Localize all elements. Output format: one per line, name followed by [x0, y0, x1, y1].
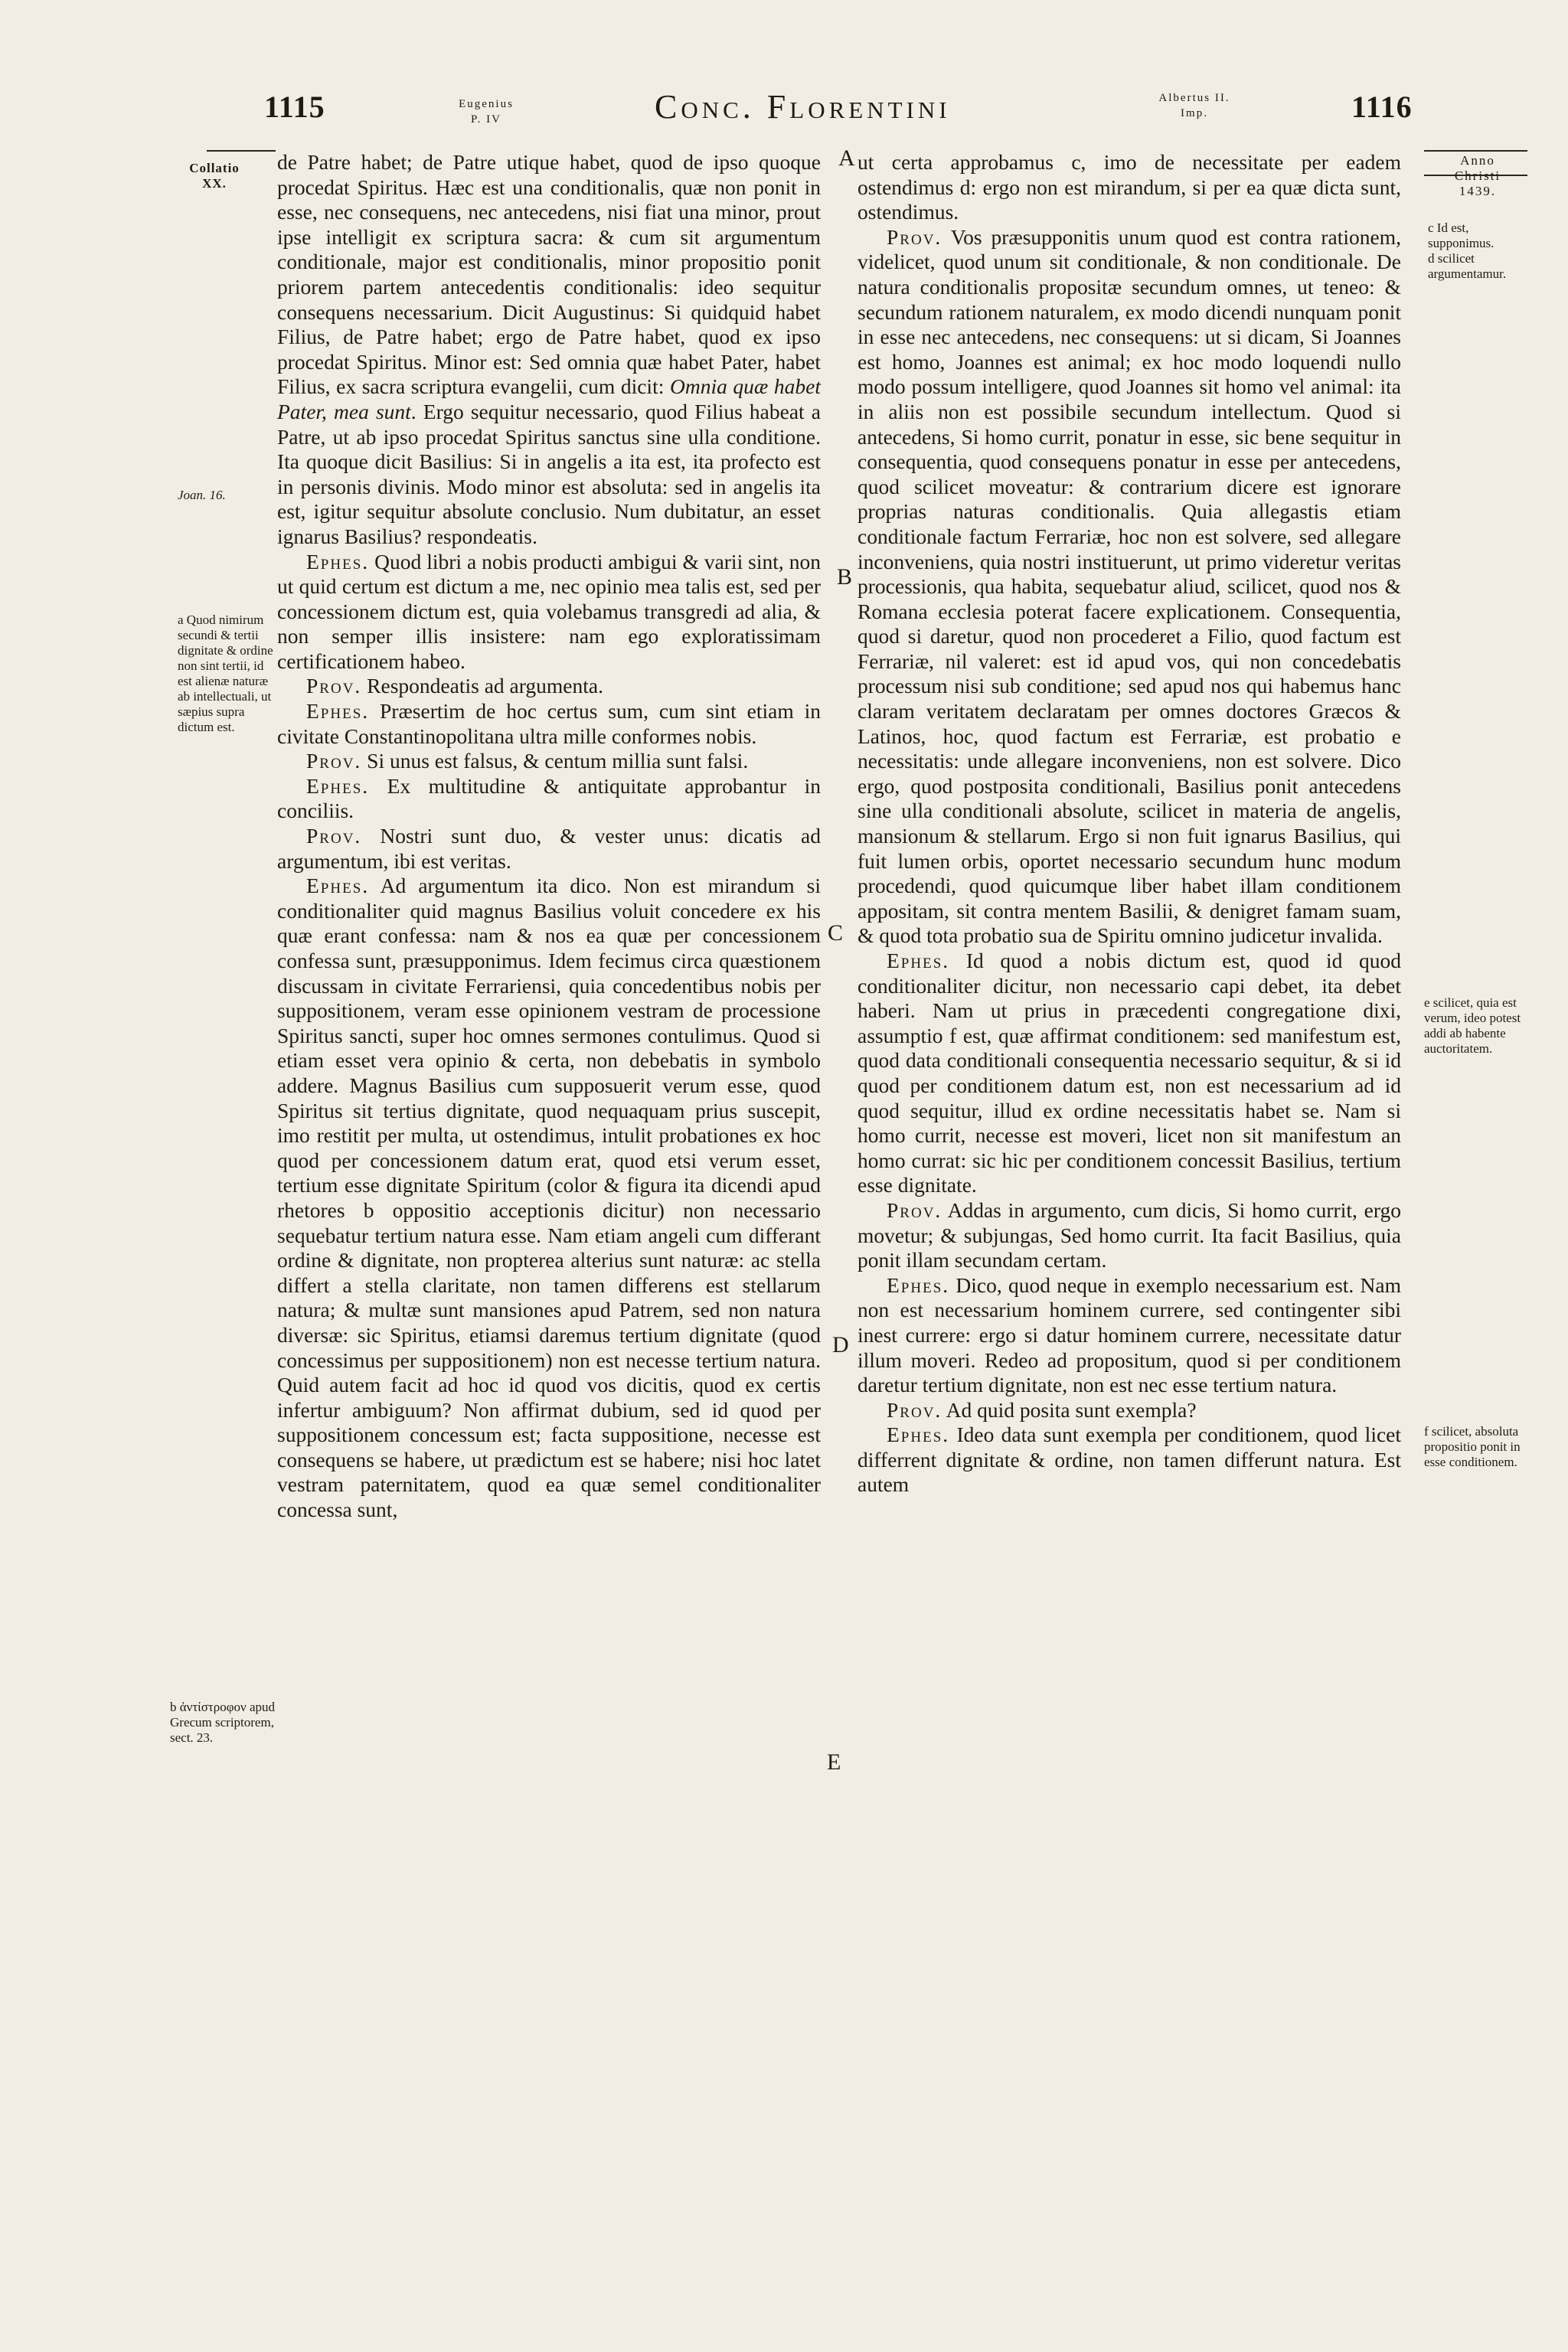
paragraph: Prov. Vos præsupponitis unum quod est contra rationem, videlicet, quod unum sit conditionale, & non conditionale. De natura conditionalis propositæ secundum omnes, ut teneo: & secundum rationem naturalem, ex modo dicendi nunquam ponit in esse nec antecedens, nec consequens: ut si dicam, Si Joannes est homo, Joannes est animal; ex hoc modo loquendi nullo modo possum intelligere, quod Joannes sit homo vel animal: ita in aliis non est possibile secundum intellectum. Quod si antecedens, Si homo currit, ponatur in esse, sic bene sequitur in consequentia, quod consequens ponatur in esse per antecedens, quod scilicet moveatur: & contrarium dicere est ignorare proprias naturas conditionalis. Quia allegastis etiam conditionale factum Ferrariæ, hoc non est solvere, sed allegare inconveniens, quia nostri instituerunt, ut primo videretur veritas processionis, qua habita, sequebatur aliud, scilicet, quod nos & Romana ecclesia poterat facere explicationem. Consequentia, quod si daretur, quod non procederet a Filio, quod factum est Ferrariæ, nil valeret: est id apud vos, qui non concedebatis processum nisi sub conditione; sed apud nos qui habemus hanc claram veritatem declaratam per omnes doctores Græcos & Latinos, hoc, quod factum est Ferrariæ, est probatio e necessitatis: unde allegare inconveniens, non est solvere. Dico ergo, quod postposita conditionali, Basilius ponit antecedens sine ulla conditionali absolute, scilicet in materia de angelis, mansionum & stellarum. Ergo si non fuit ignarus Basilius, qui fuit lumen orbis, oportet necessario secundum hunc modum procedendi, quod quicumque liber habet illam conditionem appositam, sit contra mentem Basilii, & denigret famam suam, & quod tota probatio sua de Spiritu omnino judicetur invalida. [858, 224, 1401, 948]
speaker: Prov. [887, 1197, 942, 1222]
paragraph: Prov. Si unus est falsus, & centum millia sunt falsi. [306, 749, 749, 773]
page-number-right: 1116 [1351, 90, 1413, 124]
margin-rule-right-top [1424, 150, 1527, 152]
paragraph: Ephes. Quod libri a nobis producti ambigui & varii sint, non ut quid certum est dictum a me, nec opinio mea talis est, sed per concessionem dictum est, quia volebamus transgredi ad alia, & non semper illis insistere: nam ego exploratissimam certificationem habeo. [277, 549, 822, 673]
speaker: Ephes. [887, 949, 950, 972]
margin-rule-left [207, 150, 276, 152]
section-letter-a: A [838, 145, 855, 171]
paragraph: Prov. Respondeatis ad argumenta. [306, 674, 603, 698]
speaker: Ephes. [306, 874, 370, 898]
speaker: Ephes. [306, 773, 370, 798]
section-letter-e: E [827, 1749, 841, 1775]
paragraph: Ephes. Ex multitudine & antiquitate approbantur in conciliis. [277, 773, 821, 823]
speaker: Prov. [887, 224, 942, 249]
paragraph: de Patre habet; de Patre utique habet, quod de ipso quoque procedat Spiritus. Hæc est una conditionalis, quæ non ponit in esse, nec consequens, nec antecedens, nisi fiat una minor, prout ipse intelligit ex scriptura sacra: & cum sit argumentum conditionale, major est conditionalis, minor propositio ponit priorem partem antecedentis conditionalis: ideo sequitur consequens necessarium. Dicit Augustinus: Si quidquid habet Filius, de Patre habet; ergo de Patre habet, quod ex ipso procedat Spiritus. Minor est: Sed omnia quæ habet Pater, habet Filius, ex sacra scriptura evangelii, cum dicit: Omnia quæ habet Pater, mea sunt. Ergo sequitur necessario, quod Filius habeat a Patre, ut ab ipso procedat Spiritus sanctus sine ulla conditione. Ita quoque dicit Basilius: Si in angelis a ita est, ita profecto est in personis divinis. Modo minor est absoluta: sed in angelis ita est, igitur sequitur absolute conclusio. Num dubitatur, an esset ignarus Basilius? respondeatis. [277, 150, 821, 548]
section-letter-b: B [837, 564, 853, 590]
paragraph: Prov. Ad quid posita sunt exempla? [887, 1397, 1197, 1422]
page-header [0, 83, 1568, 144]
margin-note-c: c Id est, supponimus. d scilicet argumentamur. [1428, 220, 1507, 281]
speaker: Ephes. [887, 1272, 950, 1297]
speaker: Prov. [306, 674, 362, 698]
margin-anno-christi: Anno Christi 1439. [1454, 153, 1501, 198]
speaker: Ephes. [306, 549, 370, 573]
right-column [858, 150, 1401, 1498]
paragraph: Ephes. Ad argumentum ita dico. Non est mirandum si conditionaliter quid magnus Basilius voluit concedere ex his quæ erant confessa: nam & nos ea quæ per concessionem confessa sunt, præsupponimus. Idem fecimus circa quæstionem discussam in civitate Ferrariensi, quia concedentibus nobis per suppositionem, veram esse opinionem vestram de processione Spiritus sancti, super hoc omnes sermones contulimus. Quod si etiam esset vera opinio & certa, non debebatis in symbolo addere. Magnus Basilius cum supposuerit verum esse, quod Spiritus sit tertius dignitate, quod nequaquam prius suscepit, imo restitit per multa, ut ostendimus, intulit probationes ex hoc quod per concessionem datum erat, quod etsi verum esset, tertium esse dignitate Spiritum (color & figura ita dicendi apud rhetores b oppositio acceptionis dicitur) non necessario sequebatur tertium natura esse. Nam etiam angeli cum differant ordine & dignitate, non propterea alterius sunt naturæ: ac stella differt a stella claritate, non tamen differens est stellarum natura; & multæ sunt mansiones apud Patrem, sed non natura diversæ: sic Spiritus, etiamsi daremus tertium dignitate (quod concessimus per suppositionem) non est necesse tertium natura. Quid autem facit ad hoc id quod vos dicitis, quod ex certis infertur ambiguum? Non affirmat dubium, sed id quod per suppositionem concessum est; facta suppositione, necesse est consequens se habere, ut prædictum est se habere; nisi hoc latet vestram paternitatem, quod ea quæ semel conditionaliter concessa sunt, [277, 874, 821, 1522]
margin-note-a: a Quod nimirum secundi & tertii dignitate & ordine non sint tertii, id est alienæ naturæ ab intellectuali, ut sæpius supra dictum est. [178, 612, 273, 734]
running-head-pope: Eugenius P. IV [459, 98, 514, 126]
speaker: Ephes. [306, 699, 370, 724]
running-head-emperor: Albertus II. Imp. [1158, 92, 1230, 119]
section-letter-c: C [828, 920, 844, 946]
scripture-quote: Omnia quæ habet Pater, mea sunt [277, 374, 821, 423]
section-letter-d: D [832, 1332, 849, 1357]
speaker: Prov. [306, 749, 362, 773]
speaker: Prov. [887, 1397, 942, 1422]
paragraph: Ephes. Id quod a nobis dictum est, quod id quod conditionaliter dicitur, non necessario capi debet, ita debet haberi. Nam ut prius in præcedenti congregatione dixi, assumptio f est, quæ affirmat conditionem: sed manifestum est, quod data conditionali consequentia necessario sequitur, & si id quod per conditionem datum est, non est necessarium ad id quod sequitur, illud ex ordine necessitatis habet se. Nam si homo currit, necesse est moveri, licet non sit manifestum an homo currat: sic hic per conditionem concessit Basilius, tertium esse dignitate. [858, 949, 1402, 1197]
margin-note-e: e scilicet, quia est verum, ideo potest addi ab habente auctoritatem. [1424, 995, 1521, 1056]
paragraph: ut certa approbamus c, imo de necessitate per eadem ostendimus d: ergo non est mirandum, si per ea quæ dicta sunt, ostendimus. [858, 150, 1401, 224]
left-column [277, 150, 821, 1523]
running-title: Conc. Florentini [655, 88, 951, 126]
paragraph: Ephes. Præsertim de hoc certus sum, cum sint etiam in civitate Constantinopolitana ultra mille conformes nobis. [277, 699, 821, 748]
paragraph: Prov. Addas in argumento, cum dicis, Si homo currit, ergo movetur; & subjungas, Sed homo currit. Ita facit Basilius, quia ponit illam secundam certam. [858, 1197, 1402, 1272]
speaker: Ephes. [887, 1423, 950, 1447]
paragraph: Ephes. Dico, quod neque in exemplo necessarium est. Nam non est necessarium hominem currere, sed contingenter sibi inest currere: ergo si datur hominem currere, necessitate datur illum moveri. Redeo ad propositum, quod si per conditionem daretur tertium dignitate, non est nec esse tertium natura. [858, 1272, 1401, 1397]
margin-note-b: b ἀντίστροφον apud Grecum scriptorem, sect. 23. [170, 1700, 276, 1745]
page-number-left: 1115 [264, 90, 325, 124]
margin-collatio: Collatio XX. [189, 161, 240, 191]
margin-note-f: f scilicet, absoluta propositio ponit in esse conditionem. [1424, 1424, 1521, 1469]
speaker: Prov. [306, 824, 362, 848]
paragraph: Prov. Nostri sunt duo, & vester unus: dicatis ad argumentum, ibi est veritas. [277, 824, 821, 873]
margin-scripture-ref: Joan. 16. [178, 488, 226, 502]
paragraph: Ephes. Ideo data sunt exempla per conditionem, quod licet differrent dignitate & ordine, non tamen differunt natura. Est autem [858, 1423, 1402, 1497]
